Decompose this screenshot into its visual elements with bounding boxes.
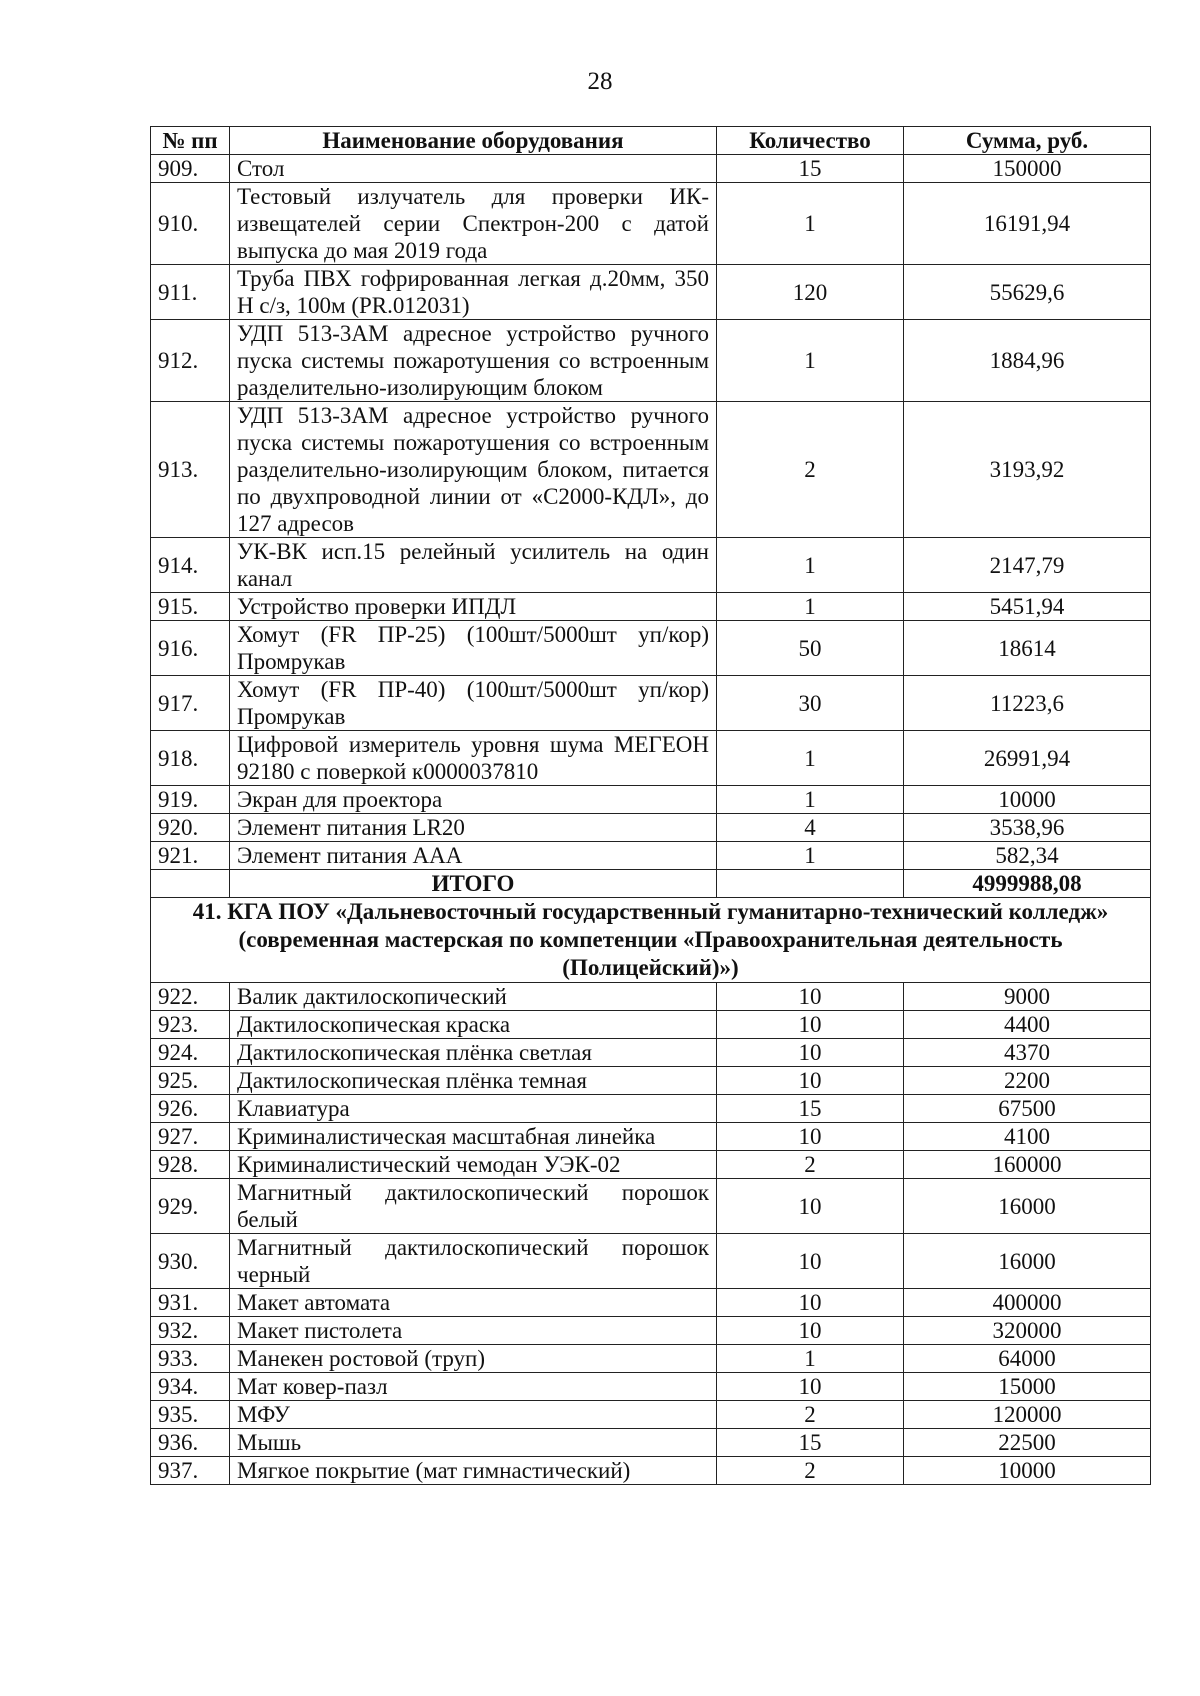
quantity: 1 [717,320,904,402]
equipment-name: Тестовый излучатель для проверки ИК-извещателей серии Спектрон-200 с датой выпуска до мая 2019 года [230,183,717,265]
quantity: 2 [717,1457,904,1485]
amount: 18614 [904,621,1151,676]
table-row [151,1345,1151,1373]
row-number: 923. [151,1011,230,1039]
table-row [151,621,1151,676]
equipment-name: Дактилоскопическая плёнка светлая [230,1039,717,1067]
table-row [151,676,1151,731]
table-row [151,1179,1151,1234]
rows-group-b [151,983,1151,1485]
equipment-name: Макет пистолета [230,1317,717,1345]
equipment-name: УДП 513-3АМ адресное устройство ручного пуска системы пожаротушения со встроенным разделительно-изолирующим блоком [230,320,717,402]
amount: 16000 [904,1179,1151,1234]
amount: 9000 [904,983,1151,1011]
quantity: 10 [717,983,904,1011]
equipment-name: Мышь [230,1429,717,1457]
equipment-name: Хомут (FR ПР-40) (100шт/5000шт уп/кор) Промрукав [230,676,717,731]
equipment-name: Криминалистическая масштабная линейка [230,1123,717,1151]
table-row [151,320,1151,402]
row-number: 924. [151,1039,230,1067]
amount: 11223,6 [904,676,1151,731]
quantity: 1 [717,593,904,621]
amount: 1884,96 [904,320,1151,402]
table-row [151,1429,1151,1457]
table-row [151,155,1151,183]
quantity: 2 [717,1151,904,1179]
row-number: 917. [151,676,230,731]
section-header-row [151,898,1151,983]
equipment-name: Элемент питания ААА [230,842,717,870]
total-sum: 4999988,08 [904,870,1151,898]
row-number: 932. [151,1317,230,1345]
equipment-name: Валик дактилоскопический [230,983,717,1011]
quantity: 10 [717,1039,904,1067]
row-number: 916. [151,621,230,676]
row-number: 910. [151,183,230,265]
row-number: 914. [151,538,230,593]
quantity: 30 [717,676,904,731]
quantity: 1 [717,1345,904,1373]
amount: 4400 [904,1011,1151,1039]
quantity: 1 [717,538,904,593]
table-row [151,731,1151,786]
header-num: № пп [151,127,230,155]
row-number: 931. [151,1289,230,1317]
amount: 22500 [904,1429,1151,1457]
equipment-name: УДП 513-3АМ адресное устройство ручного пуска системы пожаротушения со встроенным разделительно-изолирующим блоком, питается по двухпроводной линии от «С2000-КДЛ», до 127 адресов [230,402,717,538]
amount: 10000 [904,786,1151,814]
amount: 67500 [904,1095,1151,1123]
equipment-name: Манекен ростовой (труп) [230,1345,717,1373]
row-number: 925. [151,1067,230,1095]
amount: 150000 [904,155,1151,183]
row-number: 919. [151,786,230,814]
equipment-name: Магнитный дактилоскопический порошок белый [230,1179,717,1234]
table-row [151,1095,1151,1123]
quantity: 2 [717,1401,904,1429]
total-group [151,870,1151,983]
total-label: ИТОГО [230,870,717,898]
row-number: 918. [151,731,230,786]
table-row [151,1401,1151,1429]
section-subtitle: (современная мастерская по компетенции «Правоохранительная деятельность (Полицейский)») [238,927,1063,980]
header-qty: Количество [717,127,904,155]
amount: 26991,94 [904,731,1151,786]
quantity: 1 [717,786,904,814]
equipment-name: Хомут (FR ПР-25) (100шт/5000шт уп/кор) Промрукав [230,621,717,676]
row-number: 929. [151,1179,230,1234]
equipment-name: Магнитный дактилоскопический порошок черный [230,1234,717,1289]
amount: 10000 [904,1457,1151,1485]
table-row [151,1234,1151,1289]
amount: 4100 [904,1123,1151,1151]
table-row [151,1289,1151,1317]
equipment-table [150,126,1151,1485]
equipment-name: Дактилоскопическая краска [230,1011,717,1039]
table-row [151,402,1151,538]
equipment-name: Цифровой измеритель уровня шума МЕГЕОН 92180 с поверкой к0000037810 [230,731,717,786]
section-title: 41. КГА ПОУ «Дальневосточный государственный гуманитарно-технический колледж» [192,899,1109,924]
quantity: 50 [717,621,904,676]
quantity: 120 [717,265,904,320]
row-number: 930. [151,1234,230,1289]
quantity: 1 [717,731,904,786]
row-number: 933. [151,1345,230,1373]
header-name: Наименование оборудования [230,127,717,155]
equipment-name: Труба ПВХ гофрированная легкая д.20мм, 350 Н с/з, 100м (PR.012031) [230,265,717,320]
equipment-name: Макет автомата [230,1289,717,1317]
table-row [151,183,1151,265]
row-number: 909. [151,155,230,183]
table-row [151,265,1151,320]
quantity: 10 [717,1123,904,1151]
table-row [151,1151,1151,1179]
row-number: 928. [151,1151,230,1179]
amount: 15000 [904,1373,1151,1401]
amount: 400000 [904,1289,1151,1317]
quantity: 4 [717,814,904,842]
quantity: 10 [717,1289,904,1317]
page-number: 28 [587,68,613,95]
equipment-name: Стол [230,155,717,183]
table-row [151,1373,1151,1401]
equipment-name: Экран для проектора [230,786,717,814]
amount: 16000 [904,1234,1151,1289]
table-row [151,786,1151,814]
table-header-row [151,127,1151,155]
quantity: 15 [717,155,904,183]
quantity: 2 [717,402,904,538]
quantity: 15 [717,1429,904,1457]
equipment-name: Мягкое покрытие (мат гимнастический) [230,1457,717,1485]
equipment-name: Элемент питания LR20 [230,814,717,842]
row-number: 913. [151,402,230,538]
row-number: 927. [151,1123,230,1151]
amount: 64000 [904,1345,1151,1373]
quantity: 1 [717,183,904,265]
amount: 5451,94 [904,593,1151,621]
table-row [151,1011,1151,1039]
amount: 120000 [904,1401,1151,1429]
row-number: 935. [151,1401,230,1429]
table-row [151,1457,1151,1485]
total-num-cell [151,870,230,898]
rows-group-a [151,155,1151,870]
amount: 160000 [904,1151,1151,1179]
row-number: 934. [151,1373,230,1401]
table-row [151,814,1151,842]
amount: 4370 [904,1039,1151,1067]
table-row [151,1123,1151,1151]
table-row [151,1317,1151,1345]
total-row [151,870,1151,898]
table-row [151,538,1151,593]
quantity: 10 [717,1179,904,1234]
equipment-name: Мат ковер-пазл [230,1373,717,1401]
amount: 320000 [904,1317,1151,1345]
quantity: 1 [717,842,904,870]
row-number: 911. [151,265,230,320]
quantity: 10 [717,1234,904,1289]
header-sum: Сумма, руб. [904,127,1151,155]
equipment-name: Дактилоскопическая плёнка темная [230,1067,717,1095]
row-number: 936. [151,1429,230,1457]
table-row [151,1039,1151,1067]
amount: 2147,79 [904,538,1151,593]
quantity: 10 [717,1317,904,1345]
table-row [151,1067,1151,1095]
amount: 3193,92 [904,402,1151,538]
row-number: 926. [151,1095,230,1123]
row-number: 915. [151,593,230,621]
table-row [151,593,1151,621]
equipment-name: Клавиатура [230,1095,717,1123]
section-header-cell [151,898,1151,983]
amount: 55629,6 [904,265,1151,320]
row-number: 937. [151,1457,230,1485]
total-qty-cell [717,870,904,898]
quantity: 10 [717,1373,904,1401]
table-row [151,983,1151,1011]
amount: 2200 [904,1067,1151,1095]
quantity: 10 [717,1011,904,1039]
equipment-name: Устройство проверки ИПДЛ [230,593,717,621]
amount: 16191,94 [904,183,1151,265]
row-number: 912. [151,320,230,402]
row-number: 921. [151,842,230,870]
row-number: 920. [151,814,230,842]
table-row [151,842,1151,870]
equipment-name: МФУ [230,1401,717,1429]
amount: 582,34 [904,842,1151,870]
quantity: 15 [717,1095,904,1123]
quantity: 10 [717,1067,904,1095]
equipment-name: Криминалистический чемодан УЭК-02 [230,1151,717,1179]
row-number: 922. [151,983,230,1011]
amount: 3538,96 [904,814,1151,842]
equipment-name: УК-ВК исп.15 релейный усилитель на один канал [230,538,717,593]
